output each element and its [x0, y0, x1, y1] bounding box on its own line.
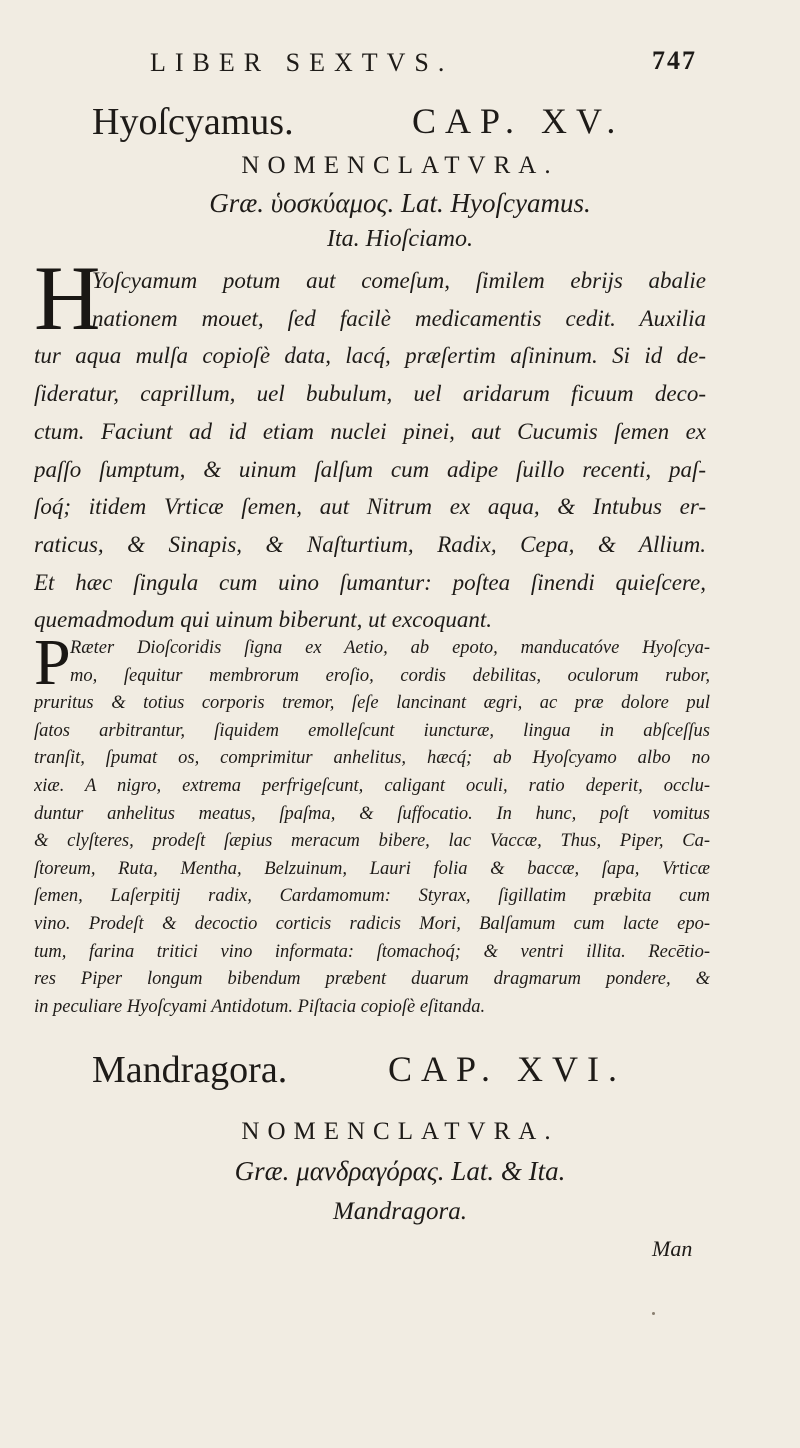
text-line: raticus, & Sinapis, & Naſturtium, Radix, Cepa, & Allium. [34, 531, 706, 557]
text-line-small: tranſit, ſpumat os, comprimitur anhelitus, hæcq́; ab Hyoſcyamo albo no [34, 748, 710, 769]
chapter-15-paragraph-1 [34, 262, 706, 639]
catchword: Man [652, 1236, 693, 1261]
running-title: LIBER SEXTVS. [150, 48, 454, 77]
chapter-15-heading [92, 100, 732, 144]
text-line-small: & clyſteres, prodeſt ſæpius meracum bibere, lac Vaccæ, Thus, Piper, Ca- [34, 831, 710, 852]
text-line-small: ſtoreum, Ruta, Mentha, Belzuinum, Lauri folia & baccæ, ſapa, Vrticæ [34, 858, 710, 879]
text-line: paſſo ſumptum, & uinum ſalſum cum adipe ſuillo recenti, paſ- [34, 456, 706, 482]
text-line: nationem mouet, ſed facilè medicamentis cedit. Auxilia [92, 305, 706, 331]
chapter-15-title: Hyoſcyamus. [92, 101, 294, 143]
chapter-16-names: Græ. μανδραγόρας. Lat. & Ita. [234, 1156, 566, 1186]
drop-cap-p: P [34, 626, 71, 699]
text-line-small: ſatos arbitrantur, ſiquidem emolleſcunt iuncturæ, lingua in abſceſſus [34, 720, 710, 741]
text-line-small: xiæ. A nigro, extrema perfrigeſcunt, caligant oculi, ratio deperit, occlu- [34, 775, 710, 796]
chapter-15-number: CAP. XV. [412, 101, 625, 141]
text-line-small: res Piper longum bibendum præbent duarum dragmarum pondere, & [34, 969, 710, 990]
chapter-15-italian-name: Ita. Hioſciamo. [327, 226, 473, 252]
chapter-16-nomenclatura: NOMENCLATVRA. [241, 1118, 559, 1145]
text-line-small: in peculiare Hyoſcyami Antidotum. Piſtacia copioſè eſitanda. [34, 996, 486, 1017]
chapter-16-number: CAP. XVI. [388, 1049, 627, 1089]
chapter-15-nomenclatura: NOMENCLATVRA. [241, 152, 559, 179]
chapter-15-names: Græ. ὑοσκύαμος. Lat. Hyoſcyamus. [209, 188, 591, 218]
text-line: Et hæc ſingula cum uino ſumantur: poſtea ſinendi quieſcere, [34, 569, 706, 595]
text-line: quemadmodum qui uinum biberunt, ut excoquant. [34, 607, 493, 633]
page-number: 747 [652, 46, 697, 75]
text-line: tur aqua mulſa copioſè data, lacq́, præſertim aſininum. Si id de- [34, 343, 706, 369]
text-line-small: ſemen, Laſerpitij radix, Cardamomum: Styrax, ſigillatim præbita cum [34, 886, 710, 907]
text-line: ctum. Faciunt ad id etiam nuclei pinei, aut Cucumis ſemen ex [34, 418, 706, 444]
text-line: ſoq́; itidem Vrticæ ſemen, aut Nitrum ex aqua, & Intubus er- [34, 494, 706, 520]
chapter-16-names-continued: Mandragora. [332, 1198, 468, 1225]
drop-cap-h: H [34, 247, 101, 349]
chapter-15-paragraph-2 [34, 635, 710, 1021]
chapter-16-heading [92, 1048, 732, 1092]
text-line-small: duntur anhelitus meatus, ſpaſma, & ſuffocatio. In hunc, poſt vomitus [34, 803, 710, 824]
text-line-small: tum, farina tritici vino informata: ſtomachoq́; & ventri illita. Recētio- [34, 941, 710, 962]
text-line-small: pruritus & totius corporis tremor, ſeſe lancinant ægri, ac præ dolore pul [34, 693, 710, 714]
text-line-small: Ræter Dioſcoridis ſigna ex Aetio, ab epoto, manducatóve Hyoſcya- [70, 638, 710, 658]
text-line: ſideratur, caprillum, uel bubulum, uel aridarum ficuum deco- [34, 381, 706, 407]
text-line: Yoſcyamum potum aut comeſum, ſimilem ebrijs abalie [92, 268, 706, 293]
text-line-small: mo, ſequitur membrorum eroſio, cordis debilitas, oculorum rubor, [70, 665, 710, 686]
paper-speck [652, 1312, 655, 1315]
chapter-16-title: Mandragora. [92, 1049, 288, 1091]
text-line-small: vino. Prodeſt & decoctio corticis radicis Mori, Balſamum cum lacte epo- [34, 913, 710, 934]
